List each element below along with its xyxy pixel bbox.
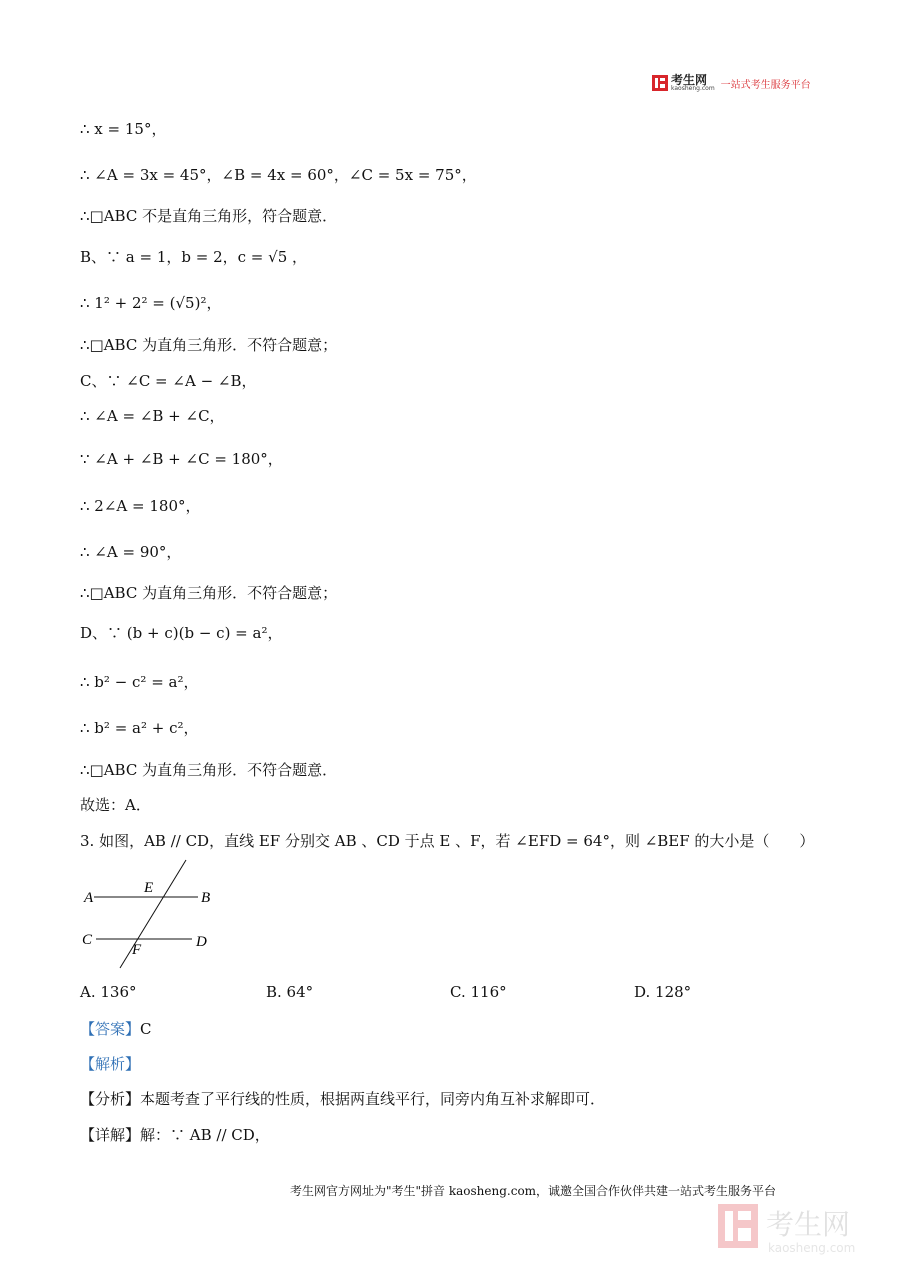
line-ef [120, 860, 186, 968]
solution-line: ∴□ABC 为直角三角形．不符合题意； [80, 336, 338, 354]
solution-line: ∴ b² − c² = a²， [80, 673, 199, 691]
solution-line: ∴ ∠A = 3x = 45°，∠B = 4x = 60°，∠C = 5x = 75°， [80, 166, 477, 184]
option-b[interactable]: B. 64° [266, 983, 314, 1001]
answer-value: C [140, 1020, 152, 1038]
xiangjie-line [80, 1124, 270, 1145]
solution-line: ∴□ABC 不是直角三角形，符合题意． [80, 207, 338, 225]
option-a[interactable]: A. 136° [80, 983, 137, 1001]
watermark-url: kaosheng.com [768, 1241, 856, 1255]
option-c[interactable]: C. 116° [450, 983, 507, 1001]
solution-line: ∴ 2∠A = 180°， [80, 497, 201, 515]
brand-url: kaosheng.com [671, 85, 715, 92]
footer-note: 考生网官方网址为"考生"拼音 kaosheng.com，诚邀全国合作伙伴共建一站式考生服务平台 [290, 1184, 777, 1198]
xiangjie-tag: 【详解】 [80, 1126, 141, 1144]
solution-line: ∵ ∠A + ∠B + ∠C = 180°， [80, 450, 283, 468]
question-3-stem: 3. 如图，AB // CD，直线 EF 分别交 AB 、CD 于点 E 、F，若 ∠EFD = 64°，则 ∠BEF 的大小是（ ） [80, 832, 815, 850]
solution-line: ∴□ABC 为直角三角形．不符合题意； [80, 584, 338, 602]
solution-line: ∴□ABC 为直角三角形．不符合题意． [80, 761, 338, 779]
kaosheng-logo-icon [652, 75, 668, 91]
option-d[interactable]: D. 128° [634, 983, 692, 1001]
solution-line: ∴ b² = a² + c²， [80, 719, 199, 737]
solution-line: B、∵ a = 1，b = 2，c = √5 ， [80, 248, 308, 266]
solution-line: ∴ x = 15°， [80, 120, 167, 138]
label-d: D [196, 934, 207, 950]
header-logo [652, 74, 811, 92]
fenxi-line [80, 1088, 605, 1109]
brand-name: 考生网 [671, 73, 708, 87]
answer-line [80, 1018, 152, 1039]
label-f: F [132, 942, 142, 958]
xiangjie-text: 解：∵ AB // CD， [140, 1126, 270, 1144]
label-c: C [82, 932, 93, 948]
analysis-tag: 【解析】 [80, 1055, 141, 1073]
watermark-text: 考生网 [766, 1208, 851, 1241]
parallel-lines-figure [80, 858, 230, 970]
label-a: A [84, 890, 94, 906]
solution-line: ∴ 1² + 2² = (√5)²， [80, 294, 222, 312]
fenxi-text: 本题考查了平行线的性质，根据两直线平行，同旁内角互补求解即可． [140, 1090, 606, 1108]
solution-line: C、∵ ∠C = ∠A − ∠B， [80, 372, 257, 390]
solution-line: ∴ ∠A = ∠B + ∠C， [80, 407, 225, 425]
solution-line: ∴ ∠A = 90°， [80, 543, 182, 561]
fenxi-tag: 【分析】 [80, 1090, 141, 1108]
label-e: E [144, 880, 154, 896]
answer-tag: 【答案】 [80, 1020, 141, 1038]
solution-line: 故选：A． [80, 796, 151, 814]
kaosheng-watermark [716, 1200, 886, 1258]
label-b: B [201, 890, 211, 906]
header-slogan: 一站式考生服务平台 [720, 79, 811, 91]
solution-line: D、∵ (b + c)(b − c) = a²， [80, 624, 283, 642]
